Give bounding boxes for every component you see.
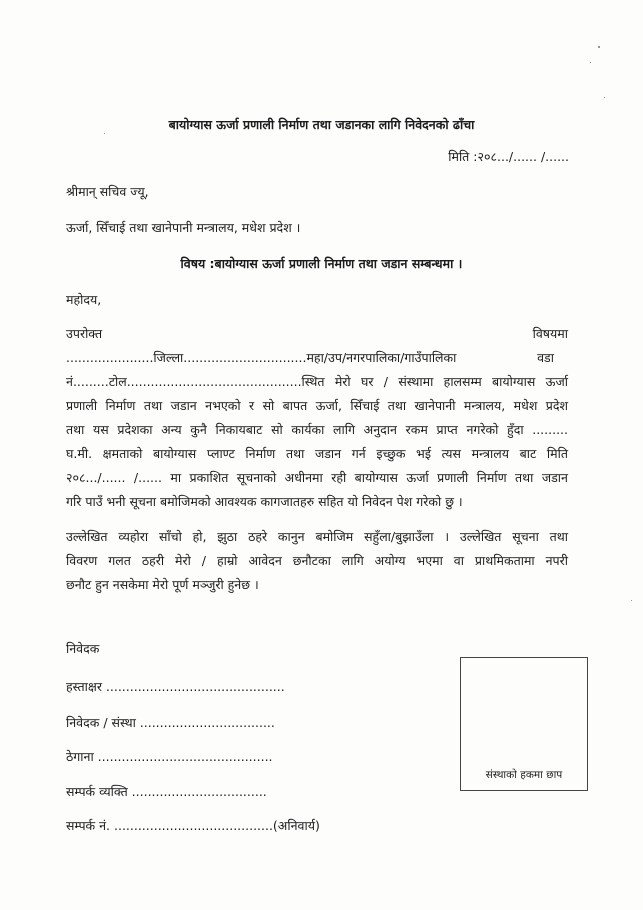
greeting: महोदय, <box>66 292 102 307</box>
applicant-heading: निवेदक <box>66 641 100 656</box>
stamp-label: संस्थाको हकमा छाप <box>485 769 563 781</box>
date-line: मिति :२०८.../...... /...... <box>448 149 569 164</box>
body-paragraph-1 <box>66 322 568 514</box>
scan-speck <box>104 133 105 134</box>
scan-speck <box>604 97 605 98</box>
scan-speck <box>590 62 591 63</box>
paragraph-line: घ.मी. क्षमताको बायोग्यास प्लाण्ट निर्माण तथा जडान गर्न इच्छुक भई त्यस मन्त्रालय बाट मिति <box>66 446 568 461</box>
scan-speck <box>631 600 632 601</box>
paragraph-line: छनौट हुन नसकेमा मेरो पूर्ण मञ्जुरी हुनेछ । <box>66 577 259 592</box>
contact-number-field: सम्पर्क नं. ........................................(अनिवार्य) <box>66 818 320 833</box>
addressee-line: श्रीमान् सचिव ज्यू, <box>66 184 149 199</box>
paragraph-line-right: वडा <box>537 350 554 365</box>
applicant-name-field: निवेदक / संस्था .................................. <box>66 715 275 730</box>
paragraph-line-left: उपरोक्त <box>66 326 103 341</box>
paragraph-line: विवरण गलत ठहरी मेरो / हाम्रो आवेदन छनौटका लागि अयोग्य भएमा वा प्राथमिकतामा नपरी <box>66 553 568 568</box>
subject-line: विषय :बायोग्यास ऊर्जा प्रणाली निर्माण तथा जडान सम्बन्धमा । <box>180 256 463 271</box>
paragraph-line: २०८.../...... /...... मा प्रकाशित सूचनाको अधीनमा रही बायोग्यास ऊर्जा प्रणाली निर्माण तथा जडान <box>66 470 568 485</box>
contact-person-field: सम्पर्क व्यक्ति .................................. <box>66 784 267 799</box>
address-field: ठेगाना ............................................ <box>66 749 273 764</box>
body-paragraph-2 <box>66 525 568 597</box>
paragraph-line: गरि पाउँ भनी सूचना बमोजिमको आवश्यक कागजातहरु सहित यो निवेदन पेश गरेको छु । <box>66 494 463 509</box>
ministry-line: ऊर्जा, सिँचाई तथा खानेपानी मन्त्रालय, मधेश प्रदेश । <box>66 220 301 235</box>
paragraph-line: तथा यस प्रदेशका अन्य कुनै निकायबाट सो कार्यका लागि अनुदान रकम प्राप्त नगरेको हुँदा ......... <box>66 422 568 437</box>
paragraph-line <box>66 322 568 346</box>
stamp-box <box>460 657 588 791</box>
paragraph-line: नं.........टोल............................................स्थित मेरो घर / संस्थामा हालसम्म बायोग्यास ऊर्जा <box>66 374 568 389</box>
paragraph-line: उल्लेखित व्यहोरा साँचो हो, झुठा ठहरे कानुन बमोजिम सहुँला/बुझाउँला । उल्लेखित सूचना तथा <box>66 529 568 544</box>
scan-speck <box>598 46 600 48</box>
paragraph-line <box>66 346 568 370</box>
form-title: बायोग्यास ऊर्जा प्रणाली निर्माण तथा जडानका लागि निवेदनको ढाँचा <box>168 117 475 132</box>
paragraph-line-left: ......................जिल्ला...............................महा/उप/नगरपालिका/गाउँपालिका <box>66 350 457 365</box>
signature-field: हस्ताक्षर ............................................. <box>66 679 285 694</box>
paragraph-line-right: विषयमा <box>532 326 568 341</box>
paragraph-line: प्रणाली निर्माण तथा जडान नभएको र सो बापत ऊर्जा, सिँचाई तथा खानेपानी मन्त्रालय, मधेश प्रदेश <box>66 398 568 413</box>
